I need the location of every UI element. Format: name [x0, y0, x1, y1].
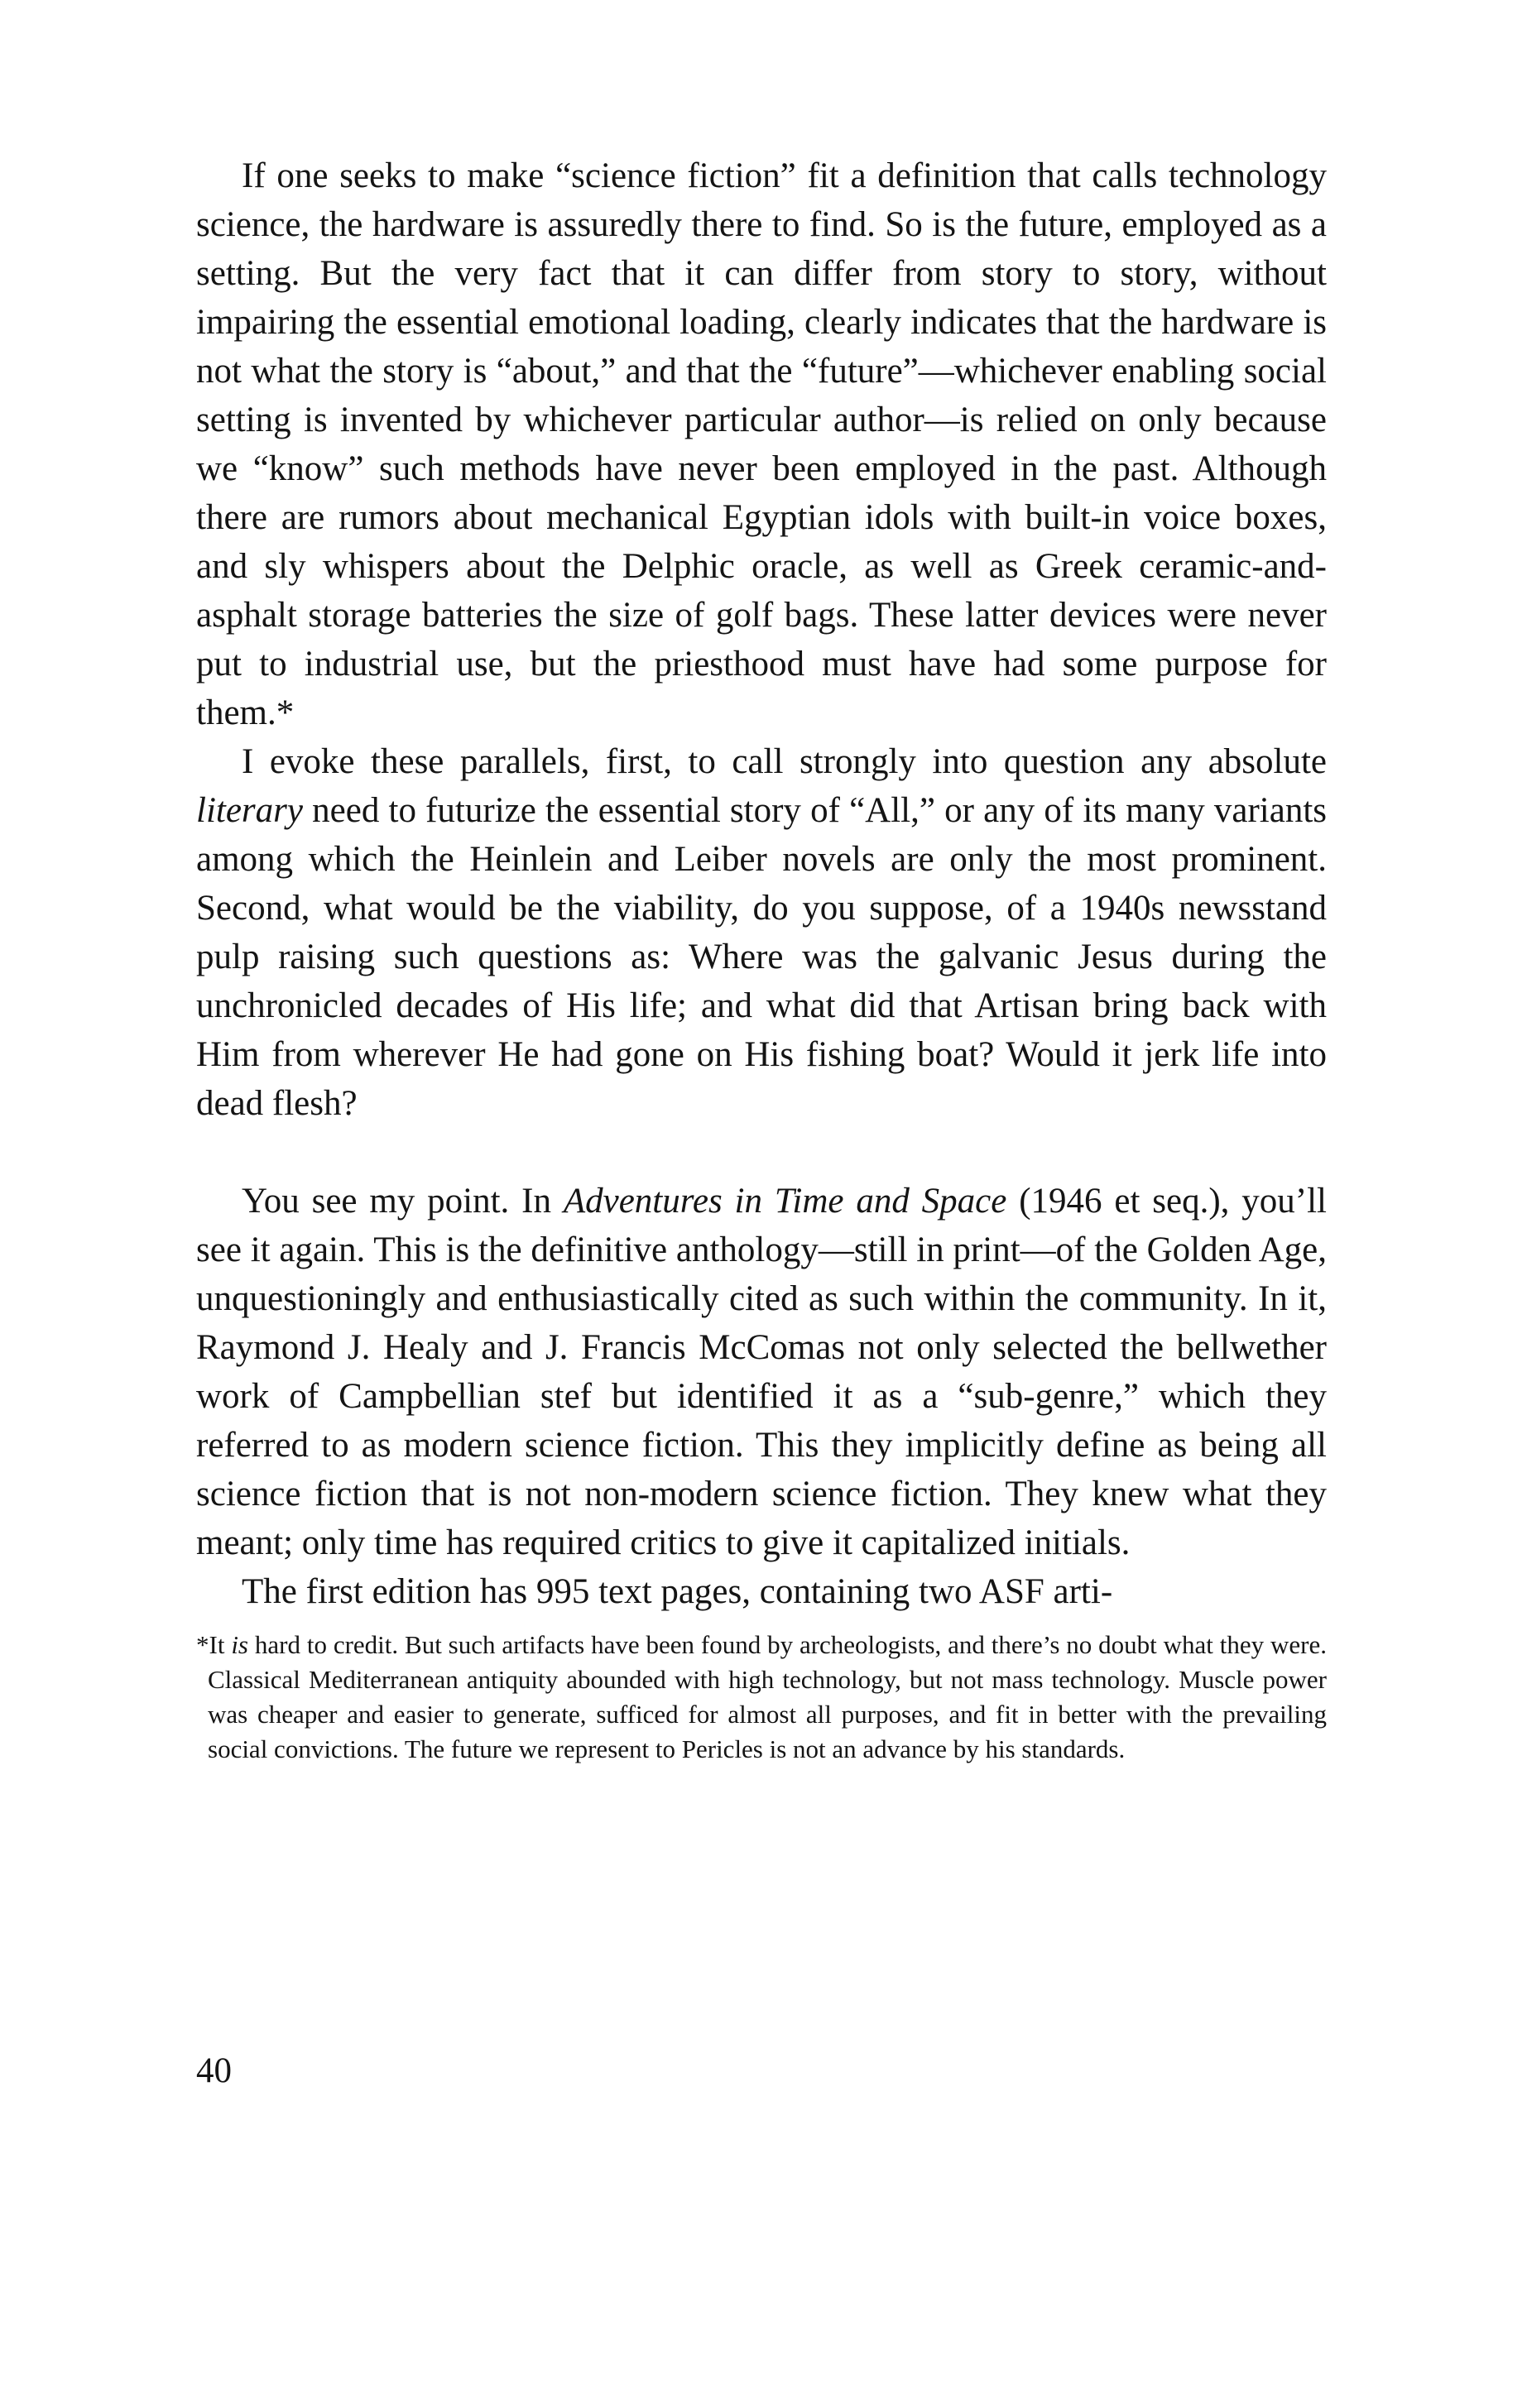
footnote [196, 1628, 1327, 1767]
text-run: need to futurize the essential story of “All,” or any of its many variants among which the Heinlein and Leiber novels are only the most prominent. Second, what would be the viability, do you suppose, of a 1940s newsstand pulp raising such questions as: Where was the galvanic Jesus during the unchronicled decades of His life; and what did that Artisan bring back with Him from wherever He had gone on His fishing boat? Would it jerk life into dead flesh? [196, 791, 1327, 1123]
paragraph-3 [196, 1177, 1327, 1567]
paragraph-1 [196, 151, 1327, 737]
text-run: *It [196, 1630, 232, 1659]
text-run: hard to credit. But such artifacts have been found by archeologists, and there’s no doubt what they were. Classical Mediterranean antiquity abounded with high technology, but not mass technology. Muscle power was cheaper and easier to generate, sufficed for almost all purposes, and fit in better with the prevailing social convictions. The future we represent to Pericles is not an advance by his standards. [208, 1630, 1327, 1763]
italic-text: Adventures in Time and Space [563, 1182, 1007, 1221]
italic-text: literary [196, 791, 303, 830]
section-break [196, 1128, 1327, 1177]
book-page [196, 151, 1327, 1792]
text-run: You see my point. In [242, 1182, 564, 1221]
paragraph-2 [196, 737, 1327, 1128]
text-run: (1946 et seq.), you’ll see it again. This is the definitive anthology—still in print—of the Golden Age, unquestioningly and enthusiastically cited as such within the community. In it, Raymond J. Healy and J. Francis McComas not only selected the bellwether work of Campbellian stef but identified it as a “sub-genre,” which they referred to as modern science fiction. This they implicitly define as being all science fiction that is not non-modern science fiction. They knew what they meant; only time has required critics to give it capitalized initials. [196, 1182, 1327, 1562]
text-run: I evoke these parallels, first, to call strongly into question any absolute [242, 742, 1327, 781]
text-run: If one seeks to make “science fiction” fit a definition that calls technology science, the hardware is assuredly there to find. So is the future, employed as a setting. But the very fact that it can differ from story to story, without impairing the essential emotional loading, clearly indicates that the hardware is not what the story is “about,” and that the “future”—whichever enabling social setting is invented by whichever particular author—is relied on only because we “know” such methods have never been employed in the past. Although there are rumors about mechanical Egyptian idols with built-in voice boxes, and sly whispers about the Delphic oracle, as well as Greek ceramic-and-asphalt storage batteries the size of golf bags. These latter devices were never put to industrial use, but the priesthood must have had some purpose for them.* [196, 156, 1327, 732]
paragraph-4 [196, 1567, 1327, 1616]
page-number: 40 [196, 2051, 232, 2090]
text-run: The first edition has 995 text pages, containing two ASF arti- [242, 1572, 1113, 1611]
italic-text: is [231, 1630, 248, 1659]
